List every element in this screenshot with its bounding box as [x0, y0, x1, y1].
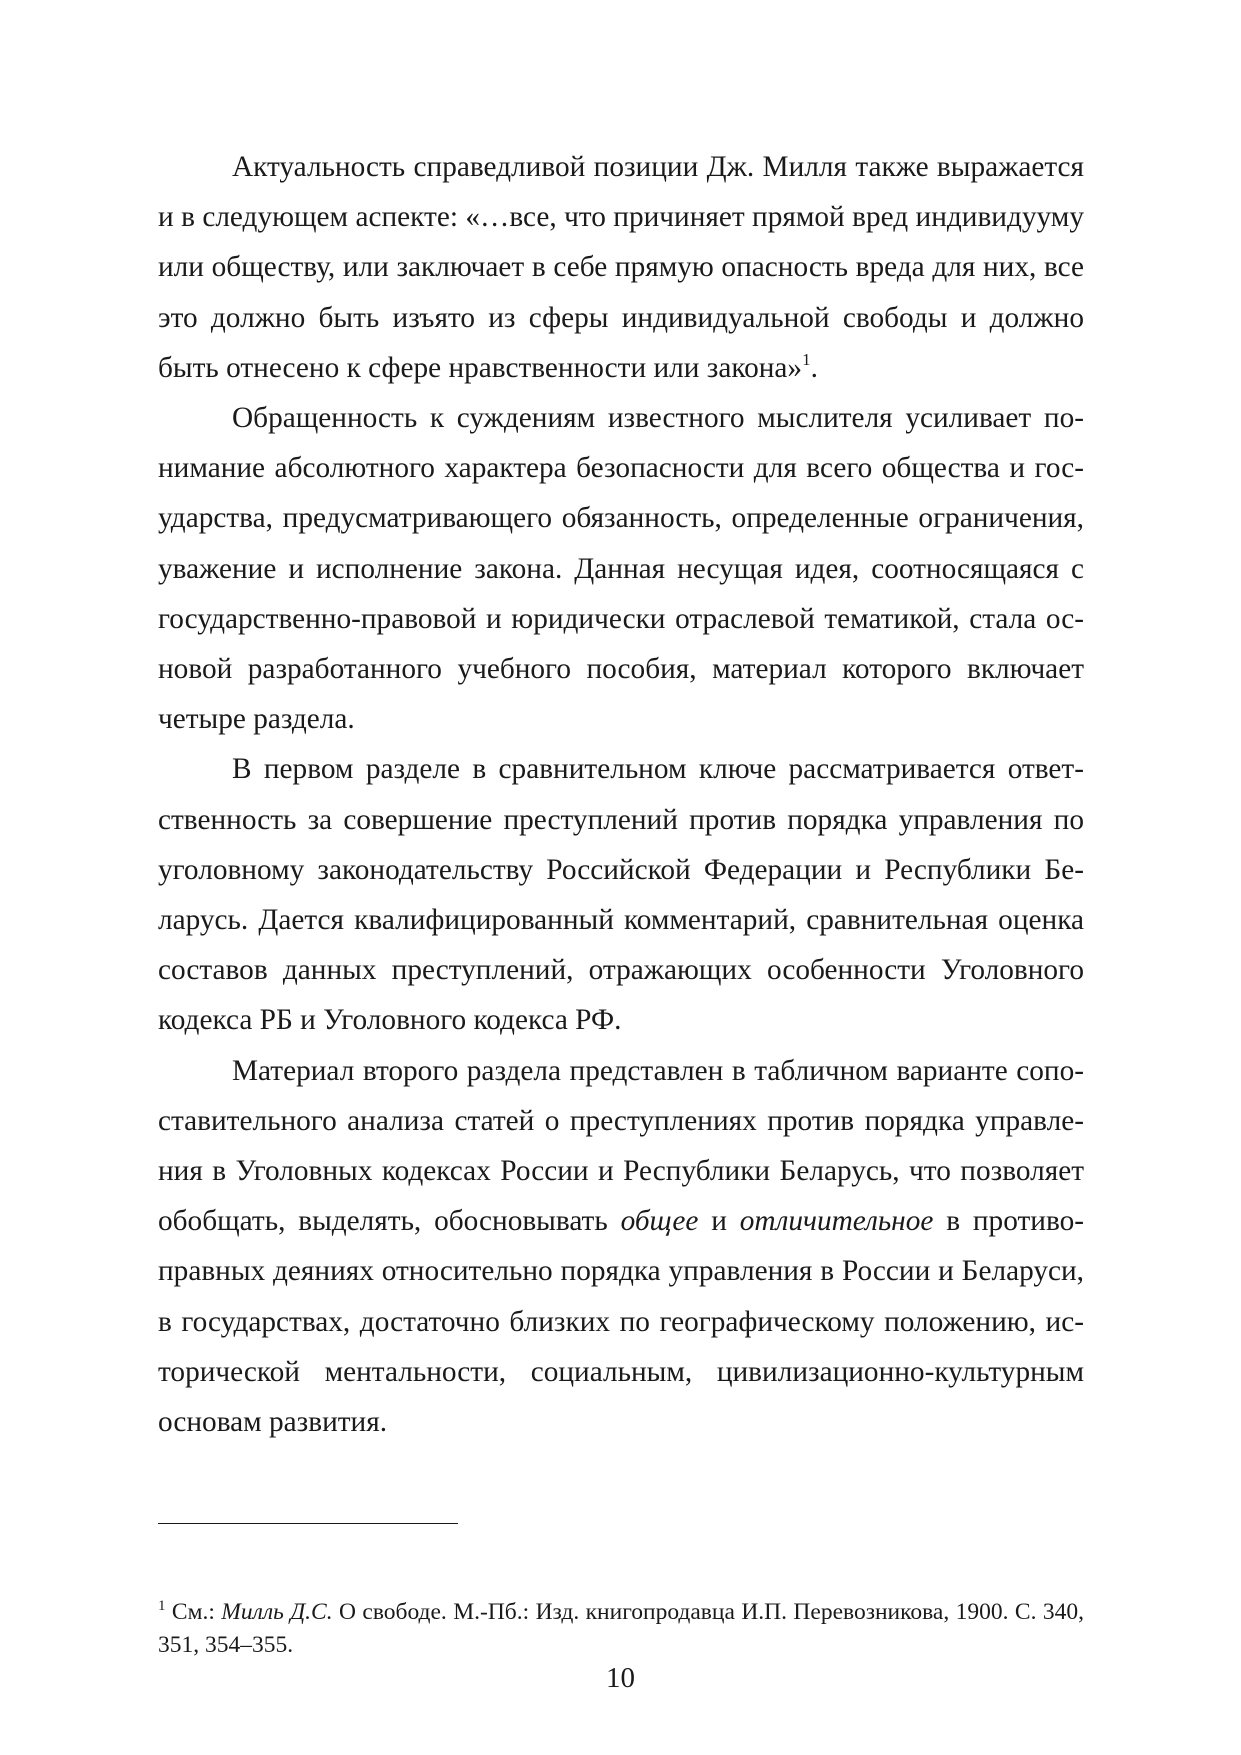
footnote-prefix: См.: — [165, 1599, 222, 1625]
paragraph-4-after: в противоправных деяниях относительно порядка управления в России и Беларуси, в государствах, достаточно близких по географическому положению, исторической ментальности, социальным, цивилизационно-культурным основам развития. — [158, 1205, 1084, 1439]
footnote-citation: О свободе. М.-Пб.: Изд. книгопродавца И.П. Перевозникова, 1900. С. 340, 351, 354–355. — [158, 1599, 1084, 1658]
paragraph-4 — [158, 1046, 1084, 1448]
paragraph-4-before: Материал второго раздела представлен в табличном варианте сопоставительного анализа статей о преступлениях против порядка управления в Уголовных кодексах России и Республики Беларусь, что позволяет обобщать, выделять, обосновывать — [158, 1054, 1084, 1238]
footnote-reference: 1 — [802, 349, 811, 369]
paragraph-3: В первом разделе в сравнительном ключе рассматривается ответственность за совершение преступлений против порядка управления по уголовному законодательству Российской Федерации и Республики Беларусь. Дается квалифицированный комментарий, сравнительная оценка составов данных преступлений, отражающих особенности Уголовного кодекса РБ и Уголовного кодекса РФ. — [158, 753, 1084, 1037]
paragraph-1-end: . — [810, 351, 818, 384]
paragraph-1 — [158, 142, 1084, 393]
paragraph-2: Обращенность к суждениям известного мыслителя усиливает понимание абсолютного характера безопасности для всего общества и государства, предусматривающего обязанность, определенные ограничения, уважение и исполнение закона. Данная несущая идея, соотносящаяся с государственно-правовой и юридически отраслевой тематикой, стала основой разработанного учебного пособия, материал которого включает четыре раздела. — [158, 402, 1084, 736]
paragraph-4-mid: и — [698, 1205, 740, 1238]
footnote-number: 1 — [158, 1598, 166, 1614]
footnote-author: Милль Д.С. — [221, 1599, 333, 1625]
footnote-divider — [158, 1523, 458, 1524]
emphasis-common: общее — [620, 1205, 699, 1238]
main-text — [158, 142, 1084, 1447]
emphasis-distinctive: отличительное — [739, 1205, 934, 1238]
page-number: 10 — [606, 1662, 635, 1694]
paragraph-1-text: Актуальность справедливой позиции Дж. Милля также выражается и в следующем аспекте: «…все, что причиняет прямой вред индивидууму или обществу, или заключает в себе прямую опасность вреда для них, все это должно быть изъято из сферы индивидуальной свободы и должно быть отнесено к сфере нравственности или закона» — [158, 151, 1084, 384]
footnote — [158, 1596, 1084, 1662]
